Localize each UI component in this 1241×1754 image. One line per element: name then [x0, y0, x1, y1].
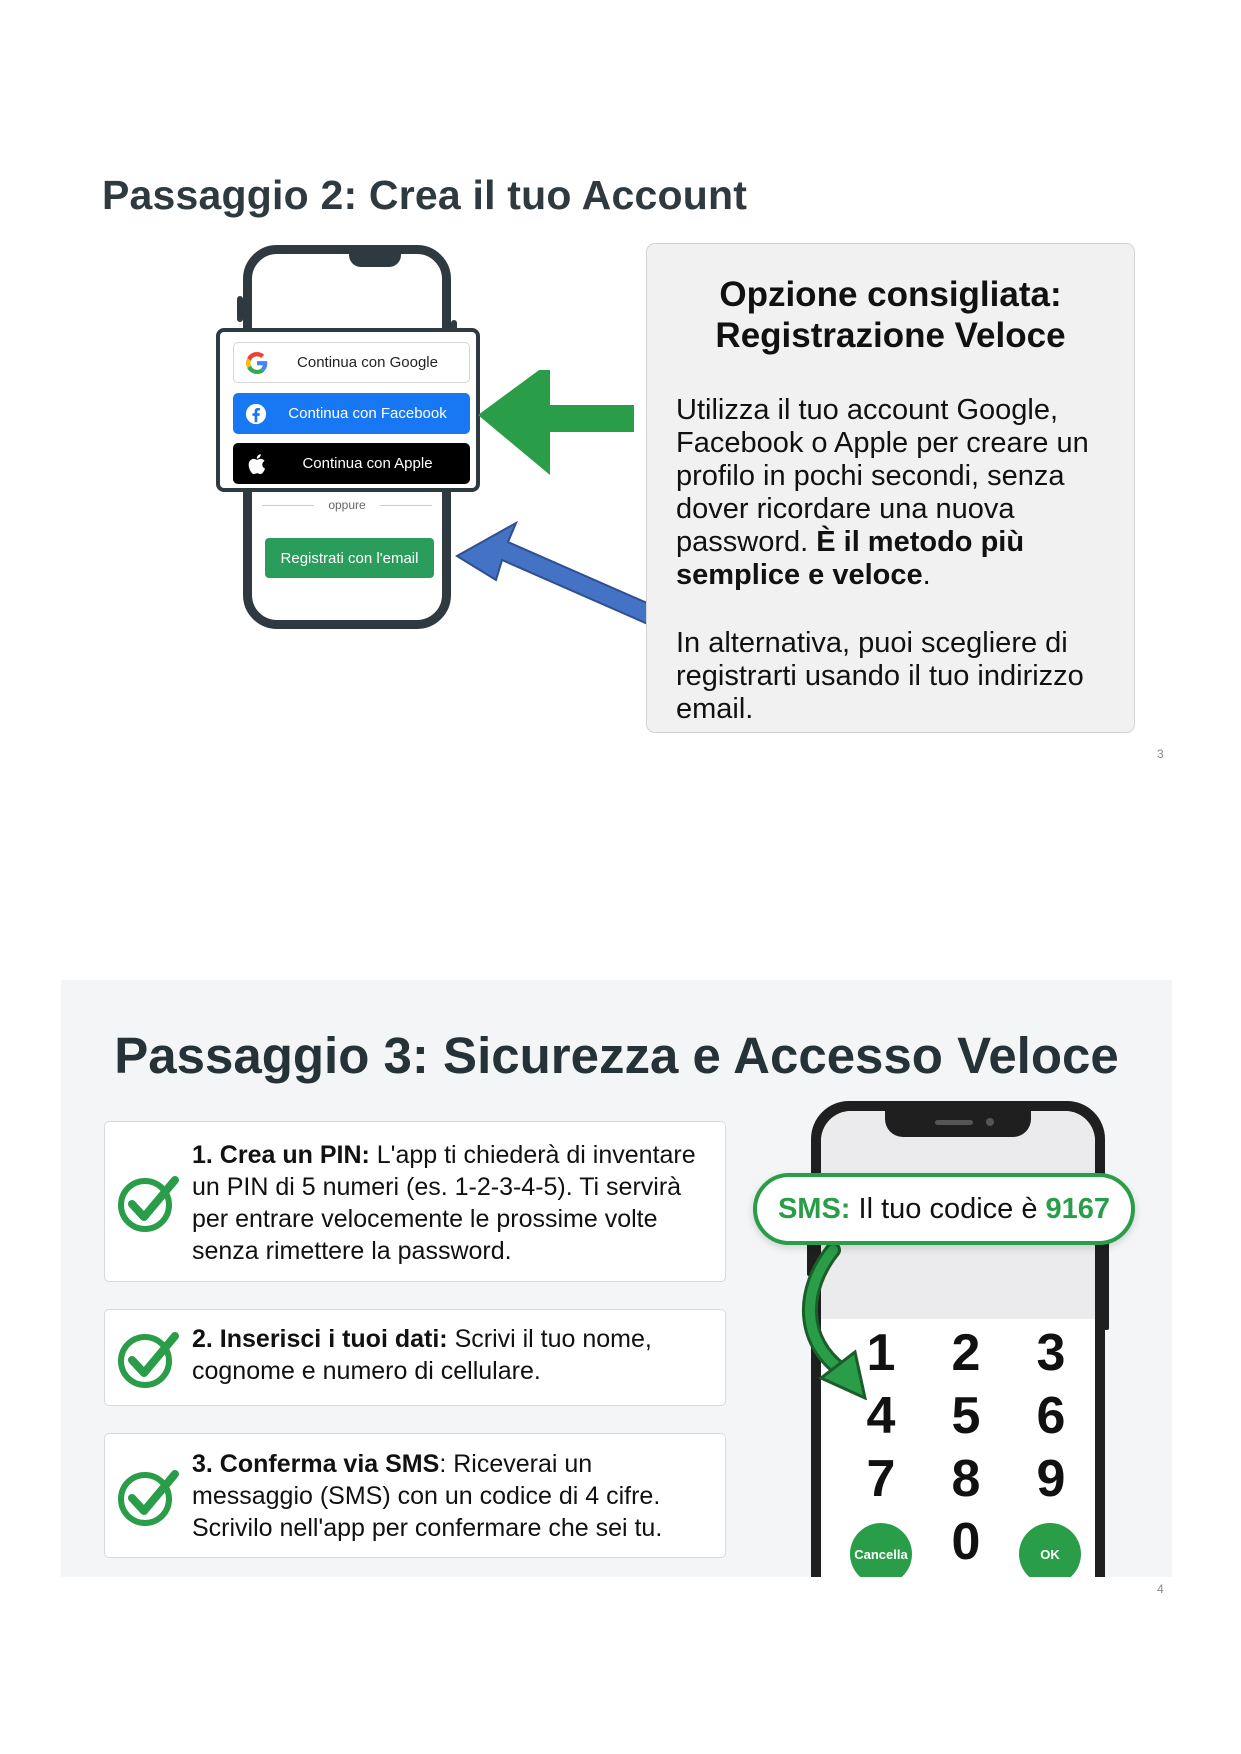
- step-text: [192, 1323, 717, 1387]
- check-circle-icon: [117, 1326, 181, 1390]
- separator-label: oppure: [328, 498, 366, 512]
- ok-button[interactable]: OK: [1019, 1523, 1081, 1577]
- step-card-data: [104, 1309, 726, 1406]
- recommendation-title: [646, 274, 1135, 356]
- recommendation-emphasis: È il metodo più semplice e veloce: [676, 526, 1025, 591]
- check-circle-icon: [117, 1464, 181, 1528]
- keypad-key[interactable]: 5: [951, 1387, 981, 1445]
- continue-with-facebook-button[interactable]: [233, 393, 470, 434]
- google-icon: [244, 350, 270, 376]
- keypad-key[interactable]: 0: [951, 1513, 981, 1571]
- step-heading: 3. Conferma via SMS: [192, 1450, 440, 1478]
- phone-camera: [986, 1118, 994, 1126]
- step-description: Scrivi il tuo nome, cognome e numero di cellulare.: [192, 1325, 652, 1385]
- sms-code: 9167: [1045, 1192, 1111, 1225]
- divider: [380, 505, 432, 506]
- step-heading: 2. Inserisci i tuoi dati:: [192, 1325, 448, 1353]
- continue-with-apple-button[interactable]: [233, 443, 470, 484]
- separator-oppure: [262, 498, 432, 512]
- keypad-key[interactable]: 7: [866, 1450, 896, 1508]
- page-number: 4: [1157, 1582, 1164, 1596]
- curved-arrow-icon: [761, 1230, 881, 1400]
- sms-notification: [753, 1173, 1135, 1245]
- sms-prefix: SMS:: [777, 1192, 851, 1225]
- sms-text: Il tuo codice è: [850, 1192, 1046, 1225]
- step-card-sms: [104, 1433, 726, 1558]
- pointer-arrows: [440, 370, 670, 640]
- keypad-key[interactable]: 3: [1036, 1324, 1066, 1382]
- keypad-key[interactable]: 9: [1036, 1450, 1066, 1508]
- step-text: [192, 1448, 717, 1544]
- cancel-button[interactable]: Cancella: [850, 1523, 912, 1577]
- keypad-key[interactable]: 1: [866, 1324, 896, 1382]
- step-description: L'app ti chiederà di inventare un PIN di 5 numeri (es. 1-2-3-4-5). Ti servirà per entrare velocemente le prossime volte senza rimettere la password.: [192, 1141, 696, 1265]
- facebook-icon: [243, 401, 269, 427]
- slide-title-step-2: Passaggio 2: Crea il tuo Account: [102, 172, 748, 218]
- phone-speaker: [935, 1120, 973, 1125]
- keypad-key[interactable]: 8: [951, 1450, 981, 1508]
- continue-with-google-button[interactable]: [233, 342, 470, 383]
- register-with-email-button[interactable]: Registrati con l'email: [265, 538, 434, 578]
- recommendation-title-line: Registrazione Veloce: [715, 316, 1066, 355]
- recommendation-body: [676, 394, 1116, 592]
- slide-step-3: [61, 980, 1172, 1577]
- step-heading: 1. Crea un PIN:: [192, 1141, 370, 1169]
- keypad-key[interactable]: 2: [951, 1324, 981, 1382]
- step-card-pin: [104, 1121, 726, 1282]
- keypad-key[interactable]: 6: [1036, 1387, 1066, 1445]
- apple-icon: [243, 451, 269, 477]
- check-circle-icon: [117, 1170, 181, 1234]
- google-button-label: Continua con Google: [297, 354, 438, 371]
- recommendation-text-end: .: [922, 559, 931, 591]
- apple-button-label: Continua con Apple: [302, 455, 433, 472]
- facebook-button-label: Continua con Facebook: [288, 405, 447, 422]
- recommendation-title-line: Opzione consigliata:: [719, 275, 1062, 314]
- alternative-text: In alternativa, puoi scegliere di registrarti usando il tuo indirizzo email.: [676, 627, 1084, 725]
- blue-arrow-icon: [457, 523, 663, 628]
- step-text: [192, 1139, 717, 1267]
- step-description: : Riceverai un messaggio (SMS) con un codice di 4 cifre. Scrivilo nell'app per confermare che sei tu.: [192, 1450, 663, 1542]
- recommendation-text: Utilizza il tuo account Google, Facebook o Apple per creare un profilo in pochi secondi, senza dover ricordare una nuova password.: [676, 394, 1089, 558]
- keypad-key[interactable]: 4: [866, 1387, 896, 1445]
- slide-title-step-3: Passaggio 3: Sicurezza e Accesso Veloce: [114, 1027, 1119, 1084]
- page-number: 3: [1157, 747, 1164, 761]
- divider: [262, 505, 314, 506]
- phone-notch: [349, 250, 401, 267]
- green-arrow-icon: [478, 370, 634, 475]
